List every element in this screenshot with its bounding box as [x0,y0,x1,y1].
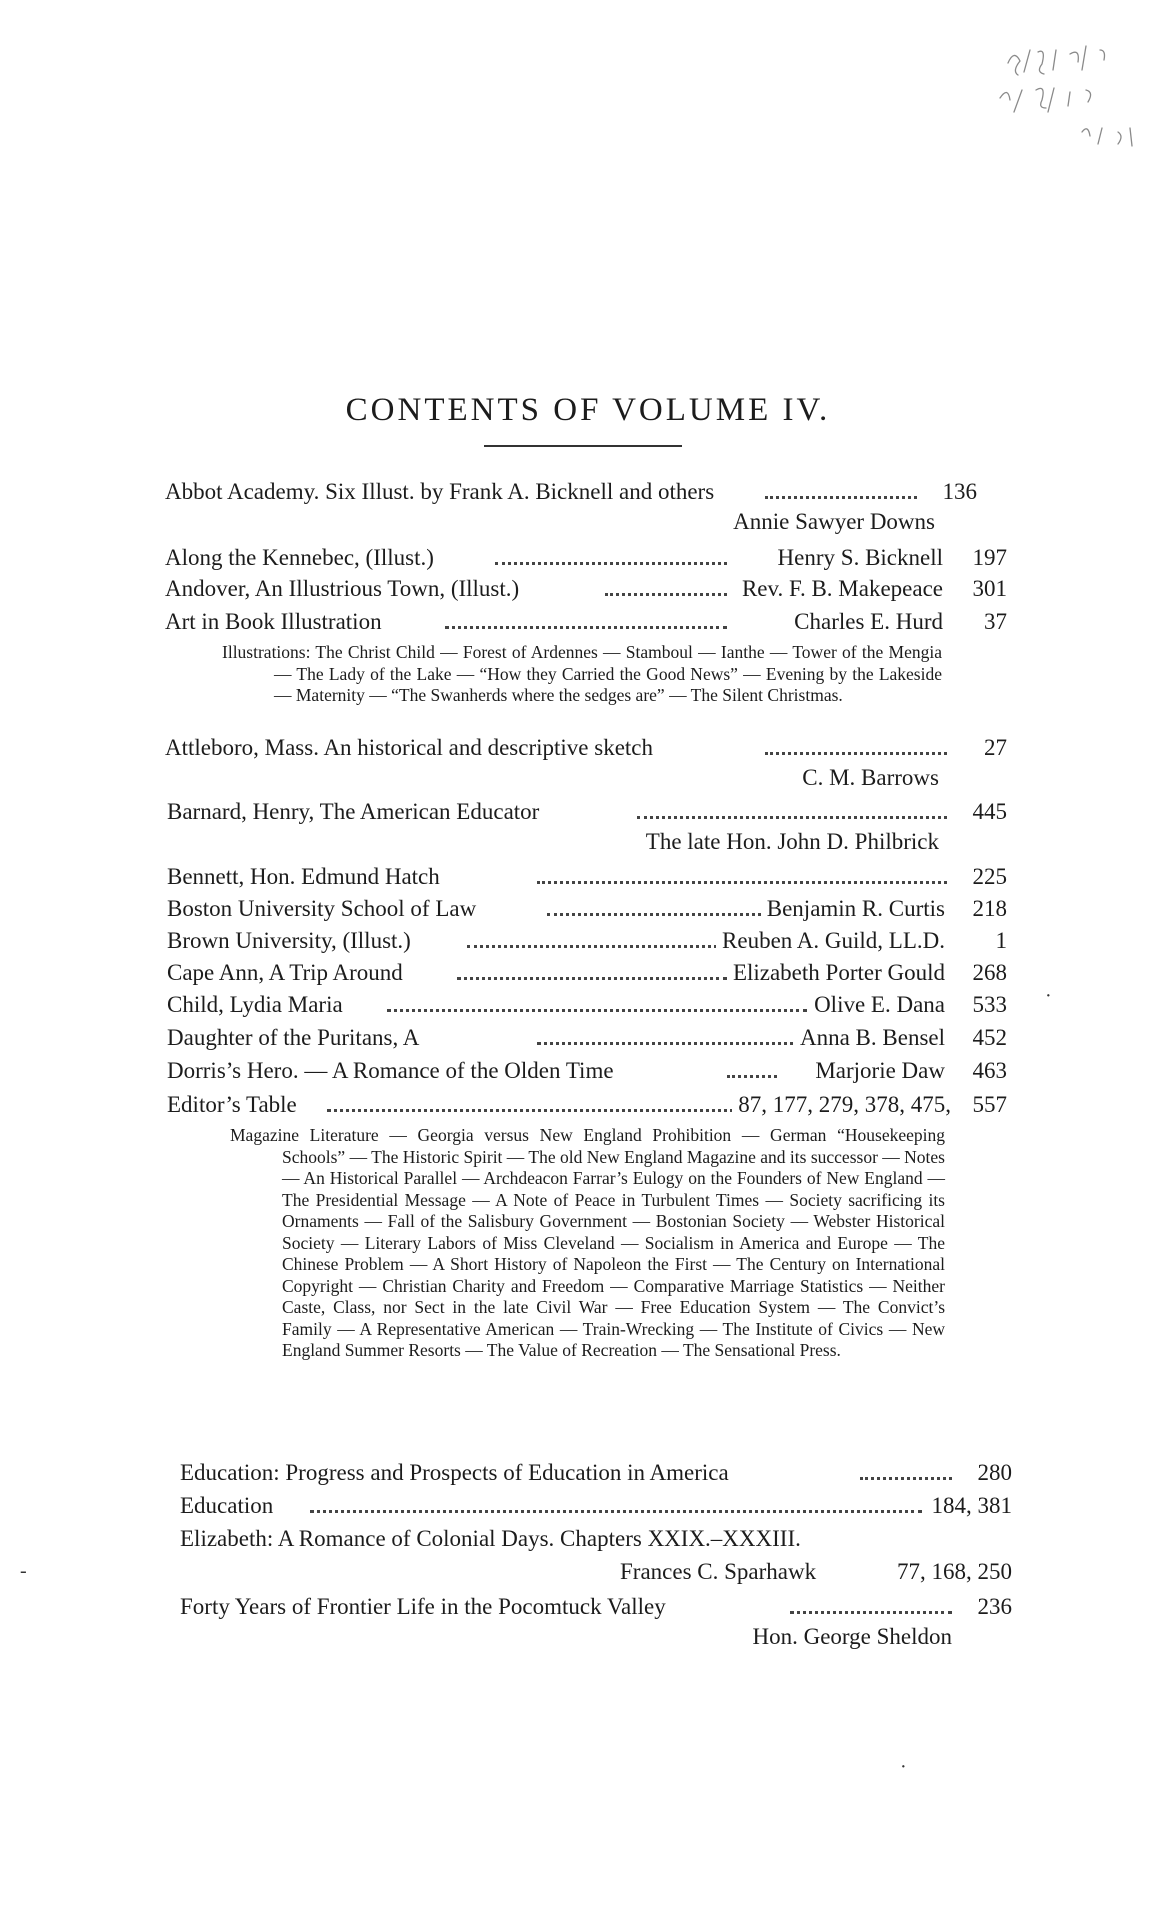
dot-leader [537,1042,807,1045]
dot-leader [327,1109,747,1112]
list-item [167,862,1007,892]
entry-page: 533 [972,992,1007,1017]
entry-page: 184, 381 [928,1491,1013,1521]
print-speck: · [1045,985,1052,1007]
list-item [180,1592,1012,1622]
entry-title: Daughter of the Puritans, A [167,1023,425,1053]
entry-author: The late Hon. John D. Philbrick [645,829,939,854]
list-item [167,926,1007,956]
entry-page: 37 [984,609,1007,634]
entry-author: Henry S. Bicknell [772,543,947,573]
entry-title: Education: Progress and Prospects of Education in America [180,1458,735,1488]
list-item [167,1023,1007,1053]
entry-title: Andover, An Illustrious Town, (Illust.) [165,574,525,604]
dot-leader [495,562,727,565]
list-item [165,477,977,507]
dot-leader [387,1009,807,1012]
dot-leader [727,1075,777,1078]
entry-author: Charles E. Hurd [788,607,947,637]
entry-author: Hon. George Sheldon [752,1624,952,1649]
entry-title: Child, Lydia Maria [167,990,349,1020]
list-item [167,990,1007,1020]
dot-leader [605,593,727,596]
entry-author: C. M. Barrows [802,765,939,790]
entry-author: Frances C. Sparhawk [614,1557,820,1587]
list-item [165,574,1007,604]
entry-author: Elizabeth Porter Gould [727,958,949,988]
entry-title: Barnard, Henry, The American Educator [167,797,545,827]
entry-page: 236 [977,1594,1012,1619]
entry-author: Anna B. Bensel [794,1023,949,1053]
entry-page: 301 [972,576,1007,601]
entry-page: 218 [972,896,1007,921]
dot-leader [637,816,947,819]
dot-leader [790,1611,952,1614]
entry-page: 268 [972,960,1007,985]
entry-title: Brown University, (Illust.) [167,926,417,956]
entry-page: 197 [972,545,1007,570]
print-speck: - [20,1560,27,1582]
dot-leader [457,977,727,980]
entry-title: Education [180,1491,279,1521]
entry-title: Bennett, Hon. Edmund Hatch [167,862,446,892]
list-item [165,733,1007,763]
entry-subtext: Magazine Literature — Georgia versus New England Prohibition — German “Housekeeping Schools” — The Historic Spirit — The old New England Magazine and its successor — Notes — An Historical Parallel — Archdeacon Farrar’s Eulogy on the Founders of New England — The Presidential Message — A Note of Peace in Turbulent Times — Society sacrificing its Ornaments — Fall of the Salisbury Government — Bostonian Society — Webster Historical Society — Literary Labors of Miss Cleveland — Socialism in America and Europe — The Chinese Problem — A Short History of Napoleon the First — The Century on International Copyright — Christian Charity and Freedom — Comparative Marriage Statistics — Neither Caste, Class, nor Sect in the late Civil War — Free Education System — The Convict’s Family — A Representative American — Train-Wrecking — The Institute of Civics — New England Summer Resorts — The Value of Recreation — The Sensational Press. [230,1125,945,1360]
entry-title: Attleboro, Mass. An historical and descriptive sketch [165,733,659,763]
entry-title: Along the Kennebec, (Illust.) [165,543,440,573]
entry-title: Editor’s Table [167,1090,303,1120]
list-item [167,797,1007,827]
list-item [180,1458,1012,1488]
list-item [180,1491,1012,1521]
entry-page: 445 [972,799,1007,824]
pencil-annotation [978,28,1148,178]
entry-author: Reuben A. Guild, LL.D. [716,926,949,956]
list-item [167,958,1007,988]
entry-page: 1 [995,928,1007,953]
dot-leader [765,496,917,499]
page-title: CONTENTS OF VOLUME IV. [345,392,831,429]
list-item [165,543,1007,573]
dot-leader [467,945,747,948]
list-item [600,1557,1012,1587]
dot-leader [547,913,767,916]
entry-title: Cape Ann, A Trip Around [167,958,409,988]
entry-title: Elizabeth: A Romance of Colonial Days. Chapters XXIX.–XXXIII. [180,1524,807,1554]
entry-author: Annie Sawyer Downs [733,509,935,534]
dot-leader [310,1510,922,1513]
entry-page: 557 [972,1092,1007,1117]
dot-leader [860,1477,952,1480]
entry-author: Olive E. Dana [808,990,949,1020]
print-speck: · [900,1756,907,1778]
entry-title: Forty Years of Frontier Life in the Pocomtuck Valley [180,1592,672,1622]
list-item [167,894,1007,924]
entry-author: Marjorie Daw [809,1056,949,1086]
entry-page: 463 [972,1058,1007,1083]
list-item [167,1090,1007,1120]
entry-title: Art in Book Illustration [165,607,388,637]
entry-author: Benjamin R. Curtis [761,894,949,924]
entry-page: 452 [972,1025,1007,1050]
dot-leader [765,752,947,755]
entry-subtext: Illustrations: The Christ Child — Forest of Ardennes — Stamboul — Ianthe — Tower of the Mengia — The Lady of the Lake — “How they Carried the Good News” — Evening by the Lakeside — Maternity — “The Swanherds where the sedges are” — The Silent Christmas. [222,642,942,705]
entry-page: 27 [984,735,1007,760]
entry-title: Dorris’s Hero. — A Romance of the Olden Time [167,1056,620,1086]
pencil-marks-icon [978,28,1148,178]
entry-author: Rev. F. B. Makepeace [736,574,947,604]
dot-leader [537,881,947,884]
entry-pages-list: 87, 177, 279, 378, 475, [732,1090,955,1120]
dot-leader [445,626,727,629]
entry-page: 136 [942,479,977,504]
list-item [165,607,1007,637]
entry-title: Abbot Academy. Six Illust. by Frank A. Bicknell and others [165,477,720,507]
entry-page: 280 [977,1460,1012,1485]
list-item [167,1056,1007,1086]
entry-title: Boston University School of Law [167,894,482,924]
list-item [180,1524,1012,1554]
title-divider [484,445,682,447]
entry-page: 225 [972,864,1007,889]
entry-page: 77, 168, 250 [897,1559,1012,1584]
